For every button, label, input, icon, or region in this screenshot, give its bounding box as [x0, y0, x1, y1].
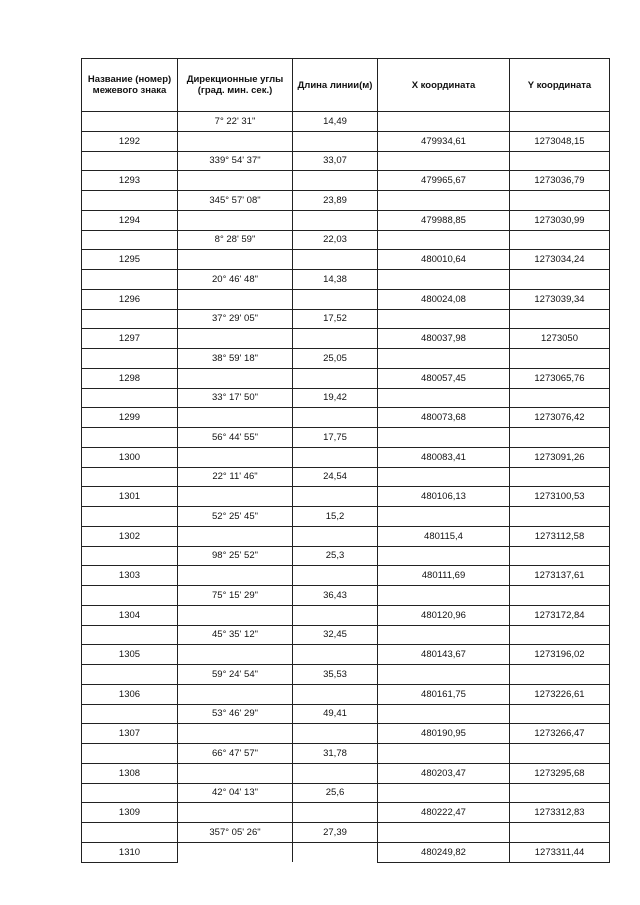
y-coordinate-cell: 1273039,34	[510, 289, 610, 309]
segment-row	[82, 349, 610, 369]
x-coordinate-cell: 480111,69	[378, 566, 510, 586]
y-coordinate-cell: 1273112,58	[510, 526, 610, 546]
point-name-cell	[82, 467, 178, 487]
x-coordinate-cell	[378, 112, 510, 132]
y-coordinate-cell	[510, 744, 610, 764]
y-coordinate-cell: 1273030,99	[510, 210, 610, 230]
header-x: X координата	[378, 59, 510, 112]
y-coordinate-cell	[510, 428, 610, 448]
length-cell: 49,41	[293, 704, 378, 724]
y-coordinate-cell	[510, 309, 610, 329]
angle-cell: 22° 11' 46"	[178, 467, 293, 487]
x-coordinate-cell: 480222,47	[378, 803, 510, 823]
angle-cell	[178, 131, 293, 151]
point-name-cell: 1299	[82, 408, 178, 428]
y-coordinate-cell	[510, 783, 610, 803]
point-name-cell: 1308	[82, 763, 178, 783]
point-name-cell: 1297	[82, 329, 178, 349]
x-coordinate-cell: 480115,4	[378, 526, 510, 546]
length-cell: 33,07	[293, 151, 378, 171]
segment-row	[82, 151, 610, 171]
point-name-cell	[82, 823, 178, 843]
y-coordinate-cell	[510, 270, 610, 290]
point-name-cell	[82, 428, 178, 448]
point-name-cell: 1294	[82, 210, 178, 230]
x-coordinate-cell	[378, 744, 510, 764]
boundary-points-table-container	[81, 58, 609, 863]
segment-row	[82, 467, 610, 487]
angle-cell	[178, 605, 293, 625]
x-coordinate-cell	[378, 586, 510, 606]
point-row	[82, 605, 610, 625]
y-coordinate-cell: 1273034,24	[510, 250, 610, 270]
angle-cell: 53° 46' 29"	[178, 704, 293, 724]
segment-row	[82, 625, 610, 645]
point-row	[82, 526, 610, 546]
point-name-cell	[82, 546, 178, 566]
y-coordinate-cell: 1273048,15	[510, 131, 610, 151]
y-coordinate-cell	[510, 230, 610, 250]
length-cell: 24,54	[293, 467, 378, 487]
header-angle: Дирекционные углы (град. мин. сек.)	[178, 59, 293, 112]
segment-row	[82, 783, 610, 803]
length-cell	[293, 487, 378, 507]
point-name-cell: 1298	[82, 368, 178, 388]
length-cell: 17,52	[293, 309, 378, 329]
boundary-points-table	[81, 58, 610, 863]
segment-row	[82, 507, 610, 527]
angle-cell: 345° 57' 08"	[178, 191, 293, 211]
point-name-cell: 1303	[82, 566, 178, 586]
angle-cell	[178, 724, 293, 744]
angle-cell: 33° 17' 50"	[178, 388, 293, 408]
angle-cell: 42° 04' 13"	[178, 783, 293, 803]
point-name-cell	[82, 309, 178, 329]
point-row	[82, 250, 610, 270]
angle-cell: 59° 24' 54"	[178, 665, 293, 685]
header-name: Название (номер) межевого знака	[82, 59, 178, 112]
angle-cell	[178, 447, 293, 467]
x-coordinate-cell: 479965,67	[378, 171, 510, 191]
x-coordinate-cell: 479934,61	[378, 131, 510, 151]
y-coordinate-cell	[510, 546, 610, 566]
point-name-cell	[82, 625, 178, 645]
x-coordinate-cell	[378, 428, 510, 448]
angle-cell: 45° 35' 12"	[178, 625, 293, 645]
y-coordinate-cell: 1273172,84	[510, 605, 610, 625]
y-coordinate-cell	[510, 625, 610, 645]
y-coordinate-cell: 1273050	[510, 329, 610, 349]
angle-cell	[178, 487, 293, 507]
length-cell: 15,2	[293, 507, 378, 527]
x-coordinate-cell	[378, 704, 510, 724]
x-coordinate-cell: 480024,08	[378, 289, 510, 309]
length-cell	[293, 803, 378, 823]
x-coordinate-cell: 480057,45	[378, 368, 510, 388]
y-coordinate-cell: 1273226,61	[510, 684, 610, 704]
angle-cell: 75° 15' 29"	[178, 586, 293, 606]
y-coordinate-cell: 1273065,76	[510, 368, 610, 388]
x-coordinate-cell: 480010,64	[378, 250, 510, 270]
point-name-cell	[82, 783, 178, 803]
length-cell	[293, 526, 378, 546]
length-cell: 19,42	[293, 388, 378, 408]
table-header-row	[82, 59, 610, 112]
x-coordinate-cell: 480190,95	[378, 724, 510, 744]
length-cell	[293, 131, 378, 151]
angle-cell: 56° 44' 55"	[178, 428, 293, 448]
length-cell: 17,75	[293, 428, 378, 448]
angle-cell: 8° 28' 59"	[178, 230, 293, 250]
segment-row	[82, 230, 610, 250]
point-name-cell: 1307	[82, 724, 178, 744]
point-name-cell: 1309	[82, 803, 178, 823]
angle-cell: 98° 25' 52"	[178, 546, 293, 566]
y-coordinate-cell	[510, 823, 610, 843]
x-coordinate-cell: 480073,68	[378, 408, 510, 428]
point-row	[82, 487, 610, 507]
length-cell	[293, 368, 378, 388]
x-coordinate-cell	[378, 507, 510, 527]
angle-cell: 37° 29' 05"	[178, 309, 293, 329]
y-coordinate-cell: 1273091,26	[510, 447, 610, 467]
length-cell: 14,49	[293, 112, 378, 132]
x-coordinate-cell	[378, 151, 510, 171]
angle-cell: 66° 47' 57"	[178, 744, 293, 764]
angle-cell	[178, 526, 293, 546]
y-coordinate-cell: 1273137,61	[510, 566, 610, 586]
point-name-cell	[82, 191, 178, 211]
point-name-cell: 1305	[82, 645, 178, 665]
point-name-cell: 1301	[82, 487, 178, 507]
y-coordinate-cell	[510, 665, 610, 685]
y-coordinate-cell	[510, 191, 610, 211]
point-name-cell	[82, 665, 178, 685]
angle-cell: 357° 05' 26"	[178, 823, 293, 843]
length-cell: 25,05	[293, 349, 378, 369]
point-name-cell: 1293	[82, 171, 178, 191]
point-name-cell: 1304	[82, 605, 178, 625]
length-cell	[293, 566, 378, 586]
length-cell	[293, 842, 378, 862]
point-row	[82, 210, 610, 230]
angle-cell	[178, 566, 293, 586]
point-row	[82, 645, 610, 665]
point-name-cell	[82, 704, 178, 724]
length-cell: 32,45	[293, 625, 378, 645]
length-cell	[293, 250, 378, 270]
point-row	[82, 171, 610, 191]
x-coordinate-cell	[378, 270, 510, 290]
angle-cell	[178, 408, 293, 428]
point-name-cell	[82, 270, 178, 290]
y-coordinate-cell	[510, 467, 610, 487]
angle-cell: 38° 59' 18"	[178, 349, 293, 369]
segment-row	[82, 586, 610, 606]
point-name-cell: 1306	[82, 684, 178, 704]
point-row	[82, 803, 610, 823]
x-coordinate-cell	[378, 467, 510, 487]
point-row	[82, 566, 610, 586]
x-coordinate-cell: 480203,47	[378, 763, 510, 783]
length-cell	[293, 171, 378, 191]
length-cell	[293, 605, 378, 625]
length-cell: 25,3	[293, 546, 378, 566]
point-row	[82, 368, 610, 388]
segment-row	[82, 744, 610, 764]
length-cell: 14,38	[293, 270, 378, 290]
x-coordinate-cell	[378, 546, 510, 566]
length-cell	[293, 447, 378, 467]
angle-cell	[178, 329, 293, 349]
length-cell	[293, 329, 378, 349]
x-coordinate-cell	[378, 783, 510, 803]
y-coordinate-cell	[510, 151, 610, 171]
angle-cell	[178, 368, 293, 388]
point-name-cell: 1296	[82, 289, 178, 309]
angle-cell: 339° 54' 37"	[178, 151, 293, 171]
length-cell	[293, 763, 378, 783]
point-name-cell	[82, 230, 178, 250]
y-coordinate-cell: 1273311,44	[510, 842, 610, 862]
scan-noise	[486, 853, 606, 873]
x-coordinate-cell	[378, 191, 510, 211]
x-coordinate-cell	[378, 230, 510, 250]
point-row	[82, 329, 610, 349]
x-coordinate-cell: 480120,96	[378, 605, 510, 625]
header-y: Y координата	[510, 59, 610, 112]
point-row	[82, 724, 610, 744]
segment-row	[82, 309, 610, 329]
segment-row	[82, 665, 610, 685]
length-cell	[293, 684, 378, 704]
length-cell: 31,78	[293, 744, 378, 764]
point-row	[82, 763, 610, 783]
length-cell: 27,39	[293, 823, 378, 843]
y-coordinate-cell	[510, 112, 610, 132]
length-cell	[293, 210, 378, 230]
length-cell	[293, 408, 378, 428]
segment-row	[82, 388, 610, 408]
angle-cell	[178, 210, 293, 230]
segment-row	[82, 270, 610, 290]
segment-row	[82, 191, 610, 211]
angle-cell	[178, 171, 293, 191]
length-cell: 25,6	[293, 783, 378, 803]
point-row	[82, 408, 610, 428]
point-name-cell: 1310	[82, 842, 178, 862]
segment-row	[82, 428, 610, 448]
point-row	[82, 131, 610, 151]
point-name-cell: 1302	[82, 526, 178, 546]
table-body	[82, 112, 610, 863]
x-coordinate-cell	[378, 349, 510, 369]
x-coordinate-cell: 480106,13	[378, 487, 510, 507]
y-coordinate-cell: 1273076,42	[510, 408, 610, 428]
y-coordinate-cell: 1273196,02	[510, 645, 610, 665]
y-coordinate-cell: 1273036,79	[510, 171, 610, 191]
y-coordinate-cell: 1273295,68	[510, 763, 610, 783]
length-cell: 23,89	[293, 191, 378, 211]
length-cell: 22,03	[293, 230, 378, 250]
angle-cell	[178, 803, 293, 823]
point-name-cell	[82, 507, 178, 527]
point-row	[82, 684, 610, 704]
angle-cell	[178, 842, 293, 862]
x-coordinate-cell	[378, 665, 510, 685]
point-row	[82, 289, 610, 309]
point-name-cell	[82, 112, 178, 132]
angle-cell	[178, 250, 293, 270]
angle-cell: 52° 25' 45"	[178, 507, 293, 527]
segment-row	[82, 704, 610, 724]
y-coordinate-cell: 1273312,83	[510, 803, 610, 823]
angle-cell	[178, 645, 293, 665]
x-coordinate-cell: 480143,67	[378, 645, 510, 665]
header-length: Длина линии(м)	[293, 59, 378, 112]
y-coordinate-cell	[510, 507, 610, 527]
point-name-cell: 1295	[82, 250, 178, 270]
angle-cell: 20° 46' 48"	[178, 270, 293, 290]
x-coordinate-cell: 480249,82	[378, 842, 510, 862]
x-coordinate-cell	[378, 625, 510, 645]
point-name-cell: 1292	[82, 131, 178, 151]
point-name-cell	[82, 586, 178, 606]
y-coordinate-cell	[510, 704, 610, 724]
angle-cell	[178, 763, 293, 783]
length-cell: 36,43	[293, 586, 378, 606]
segment-row	[82, 112, 610, 132]
point-name-cell	[82, 388, 178, 408]
point-name-cell	[82, 744, 178, 764]
y-coordinate-cell	[510, 586, 610, 606]
y-coordinate-cell	[510, 349, 610, 369]
length-cell: 35,53	[293, 665, 378, 685]
point-name-cell	[82, 151, 178, 171]
x-coordinate-cell: 480037,98	[378, 329, 510, 349]
x-coordinate-cell: 479988,85	[378, 210, 510, 230]
x-coordinate-cell	[378, 388, 510, 408]
point-name-cell	[82, 349, 178, 369]
point-name-cell: 1300	[82, 447, 178, 467]
point-row	[82, 447, 610, 467]
y-coordinate-cell: 1273266,47	[510, 724, 610, 744]
x-coordinate-cell: 480083,41	[378, 447, 510, 467]
y-coordinate-cell: 1273100,53	[510, 487, 610, 507]
segment-row	[82, 546, 610, 566]
angle-cell	[178, 684, 293, 704]
length-cell	[293, 724, 378, 744]
x-coordinate-cell	[378, 823, 510, 843]
angle-cell: 7° 22' 31"	[178, 112, 293, 132]
y-coordinate-cell	[510, 388, 610, 408]
length-cell	[293, 645, 378, 665]
angle-cell	[178, 289, 293, 309]
x-coordinate-cell	[378, 309, 510, 329]
length-cell	[293, 289, 378, 309]
segment-row	[82, 823, 610, 843]
x-coordinate-cell: 480161,75	[378, 684, 510, 704]
